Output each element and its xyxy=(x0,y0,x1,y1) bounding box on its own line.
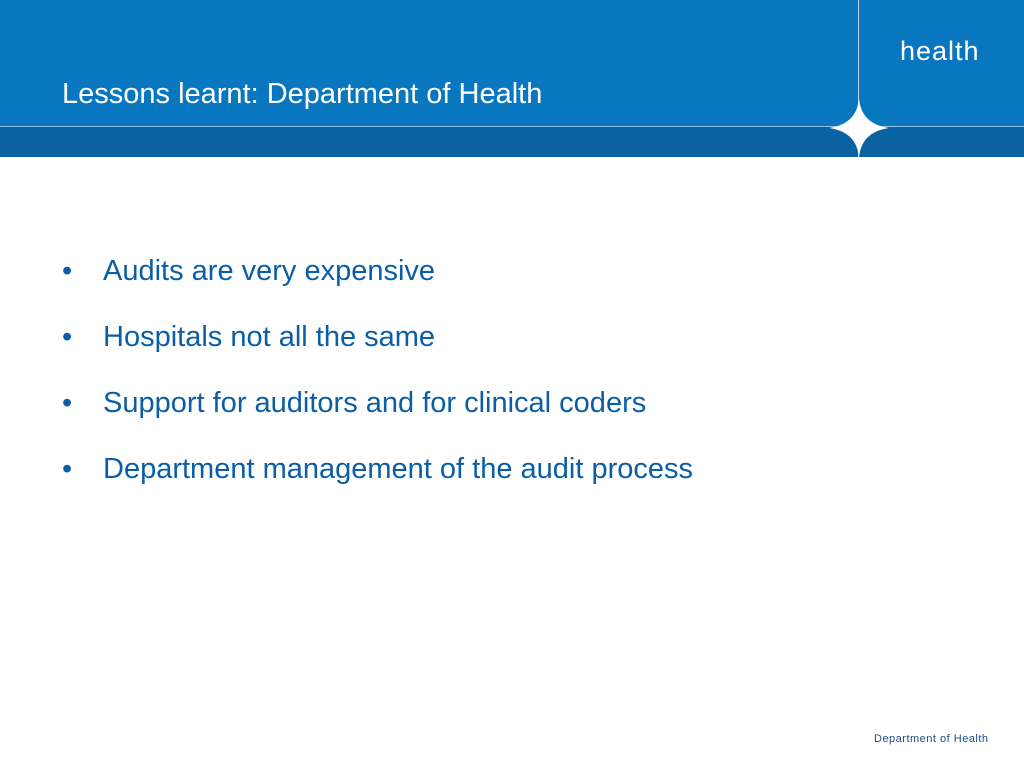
bullet-text: Department management of the audit process xyxy=(103,453,693,485)
bullet-dot: • xyxy=(62,387,73,419)
bullet-text: Support for auditors and for clinical coders xyxy=(103,387,647,419)
bullet-dot: • xyxy=(62,453,73,485)
bullet-text: Audits are very expensive xyxy=(103,255,436,287)
footer-department-logo: Department of Health xyxy=(874,733,989,745)
bullet-text: Hospitals not all the same xyxy=(103,321,436,353)
bullet-dot: • xyxy=(62,321,73,353)
slide-title: Lessons learnt: Department of Health xyxy=(62,78,543,110)
brand-logo-health: health xyxy=(900,36,980,66)
bullet-dot: • xyxy=(62,255,73,287)
four-point-star-icon xyxy=(829,98,889,158)
